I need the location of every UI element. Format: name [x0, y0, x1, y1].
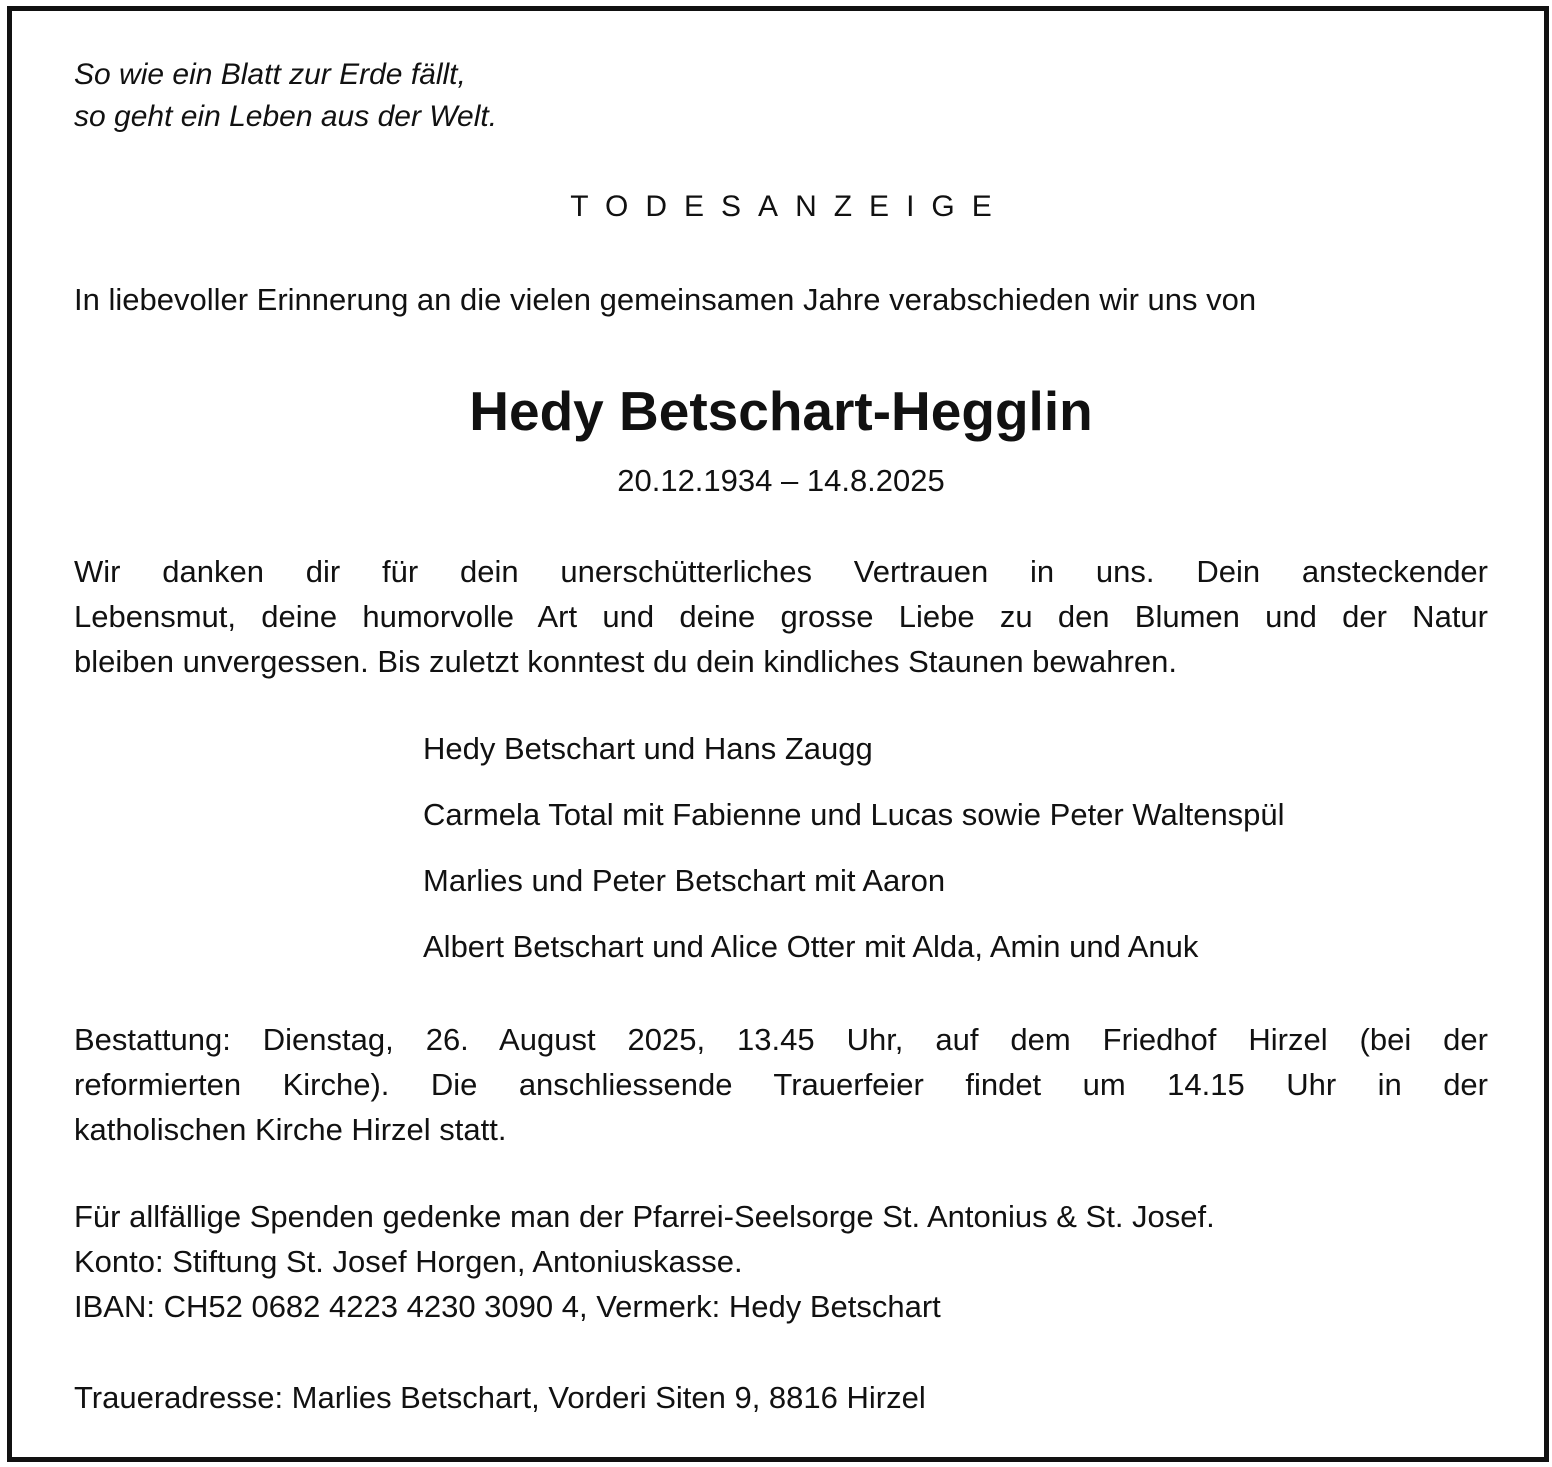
donation-line: Für allfällige Spenden gedenke man der Pfarrei-Seelsorge St. Antonius & St. Josef. [74, 1199, 1215, 1234]
tribute-line: Wir danken dir für dein unerschütterliches Vertrauen in uns. Dein ansteckender [74, 554, 1488, 589]
tribute-line: bleiben unvergessen. Bis zuletzt konntest du dein kindliches Staunen bewahren. [74, 644, 1177, 679]
life-dates: 20.12.1934 – 14.8.2025 [617, 463, 945, 498]
notice-heading: TODESANZEIGE [570, 190, 1009, 223]
donation-info [74, 1194, 1215, 1329]
funeral-line: reformierten Kirche). Die anschliessende Trauerfeier findet um 14.15 Uhr in der [74, 1067, 1488, 1102]
notice-frame [7, 6, 1549, 1462]
family-member: Carmela Total mit Fabienne und Lucas sowie Peter Waltenspül [423, 797, 1285, 832]
intro-text: In liebevoller Erinnerung an die vielen gemeinsamen Jahre verabschieden wir uns von [74, 282, 1257, 317]
donation-line: Konto: Stiftung St. Josef Horgen, Antoniuskasse. [74, 1244, 743, 1279]
family-member: Albert Betschart und Alice Otter mit Alda, Amin und Anuk [423, 929, 1199, 964]
family-member: Marlies und Peter Betschart mit Aaron [423, 863, 946, 898]
tribute-line: Lebensmut, deine humorvolle Art und deine grosse Liebe zu den Blumen und der Natur [74, 599, 1488, 634]
donation-iban: IBAN: CH52 0682 4223 4230 3090 4, Vermerk: Hedy Betschart [74, 1289, 941, 1324]
family-list [423, 727, 1285, 991]
motto [74, 54, 497, 138]
motto-line: So wie ein Blatt zur Erde fällt, [74, 58, 466, 91]
mourning-address: Traueradresse: Marlies Betschart, Vorderi Siten 9, 8816 Hirzel [74, 1380, 926, 1415]
funeral-line: katholischen Kirche Hirzel statt. [74, 1112, 507, 1147]
family-member: Hedy Betschart und Hans Zaugg [423, 731, 873, 766]
funeral-line: Bestattung: Dienstag, 26. August 2025, 13.45 Uhr, auf dem Friedhof Hirzel (bei der [74, 1022, 1488, 1057]
funeral-info [74, 1017, 1488, 1152]
tribute-paragraph [74, 549, 1488, 684]
deceased-name: Hedy Betschart-Hegglin [469, 380, 1093, 442]
motto-line: so geht ein Leben aus der Welt. [74, 100, 498, 133]
